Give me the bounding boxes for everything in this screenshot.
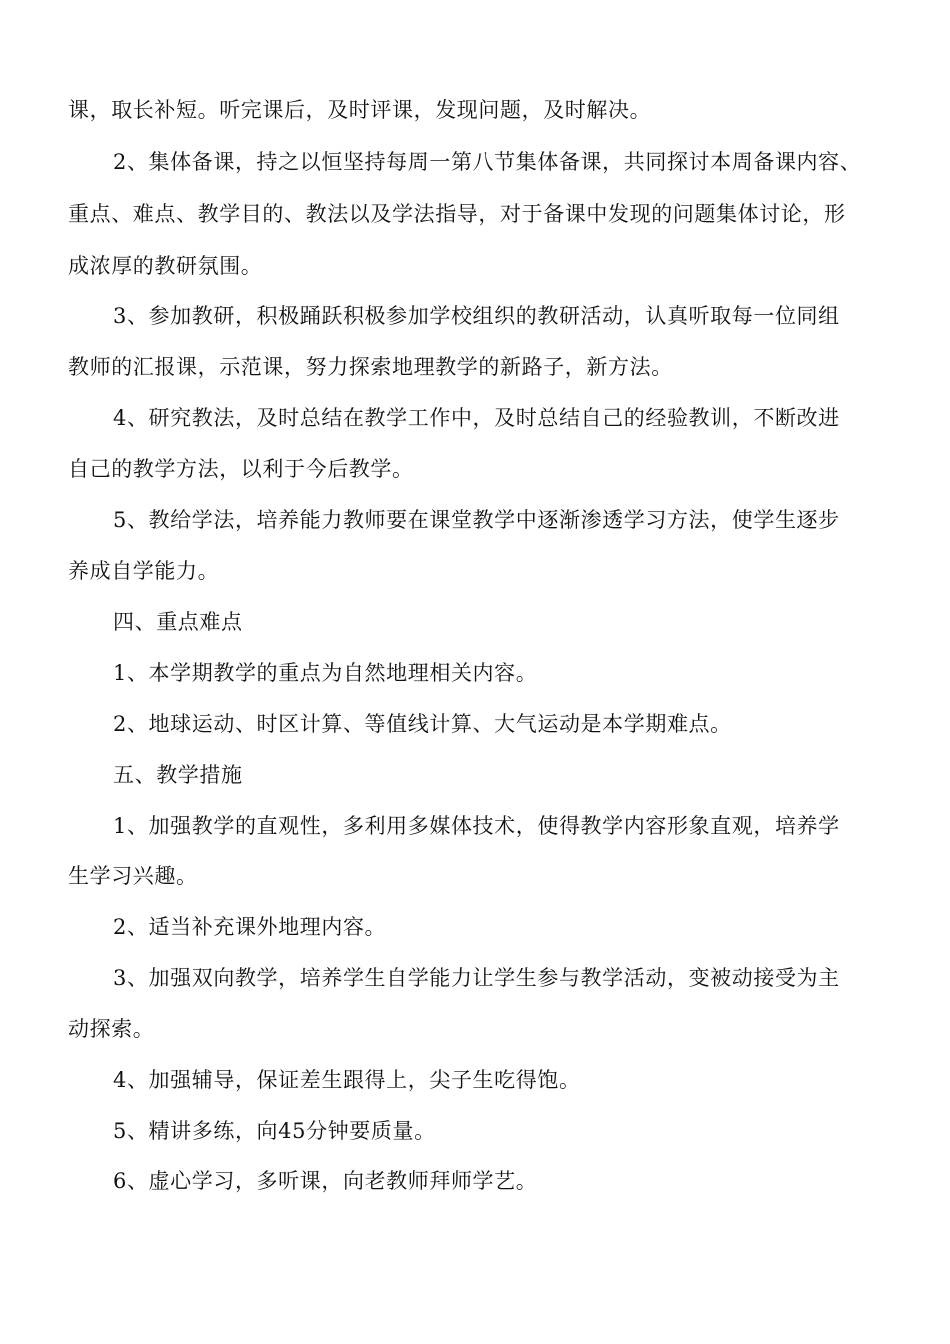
section-heading: 四、重点难点 [113,610,243,634]
paragraph-line: 2、适当补充课外地理内容。 [113,915,387,939]
paragraph-line: 4、加强辅导，保证差生跟得上，尖子生吃得饱。 [113,1068,581,1092]
paragraph-line: 3、加强双向教学，培养学生自学能力让学生参与教学活动，变被动接受为主 [113,966,840,990]
paragraph-line: 课，取长补短。听完课后，及时评课，发现问题，及时解决。 [68,98,652,122]
paragraph-line: 5、教给学法，培养能力教师要在课堂教学中逐渐渗透学习方法，使学生逐步 [113,508,840,532]
paragraph-line: 重点、难点、教学目的、教法以及学法指导，对于备课中发现的问题集体讨论，形 [68,202,846,226]
paragraph-line: 5、精讲多练，向45分钟要质量。 [113,1119,436,1143]
paragraph-line: 3、参加教研，积极踊跃积极参加学校组织的教研活动，认真听取每一位同组 [113,304,840,328]
paragraph-line: 1、本学期教学的重点为自然地理相关内容。 [113,661,538,685]
paragraph-line: 生学习兴趣。 [68,864,198,888]
paragraph-line: 2、地球运动、时区计算、等值线计算、大气运动是本学期难点。 [113,712,732,736]
paragraph-line: 4、研究教法，及时总结在教学工作中，及时总结自己的经验教训，不断改进 [113,406,840,430]
paragraph-line: 养成自学能力。 [68,559,220,583]
paragraph-line: 成浓厚的教研氛围。 [68,254,263,278]
paragraph-line: 1、加强教学的直观性，多利用多媒体技术，使得教学内容形象直观，培养学 [113,814,840,838]
paragraph-line: 教师的汇报课，示范课，努力探索地理教学的新路子，新方法。 [68,355,673,379]
paragraph-line: 动探索。 [68,1017,155,1041]
paragraph-line: 自己的教学方法，以利于今后教学。 [68,457,414,481]
paragraph-line: 6、虚心学习，多听课，向老教师拜师学艺。 [113,1169,538,1193]
section-heading: 五、教学措施 [113,763,243,787]
paragraph-line: 2、集体备课，持之以恒坚持每周一第八节集体备课，共同探讨本周备课内容、 [113,150,862,174]
